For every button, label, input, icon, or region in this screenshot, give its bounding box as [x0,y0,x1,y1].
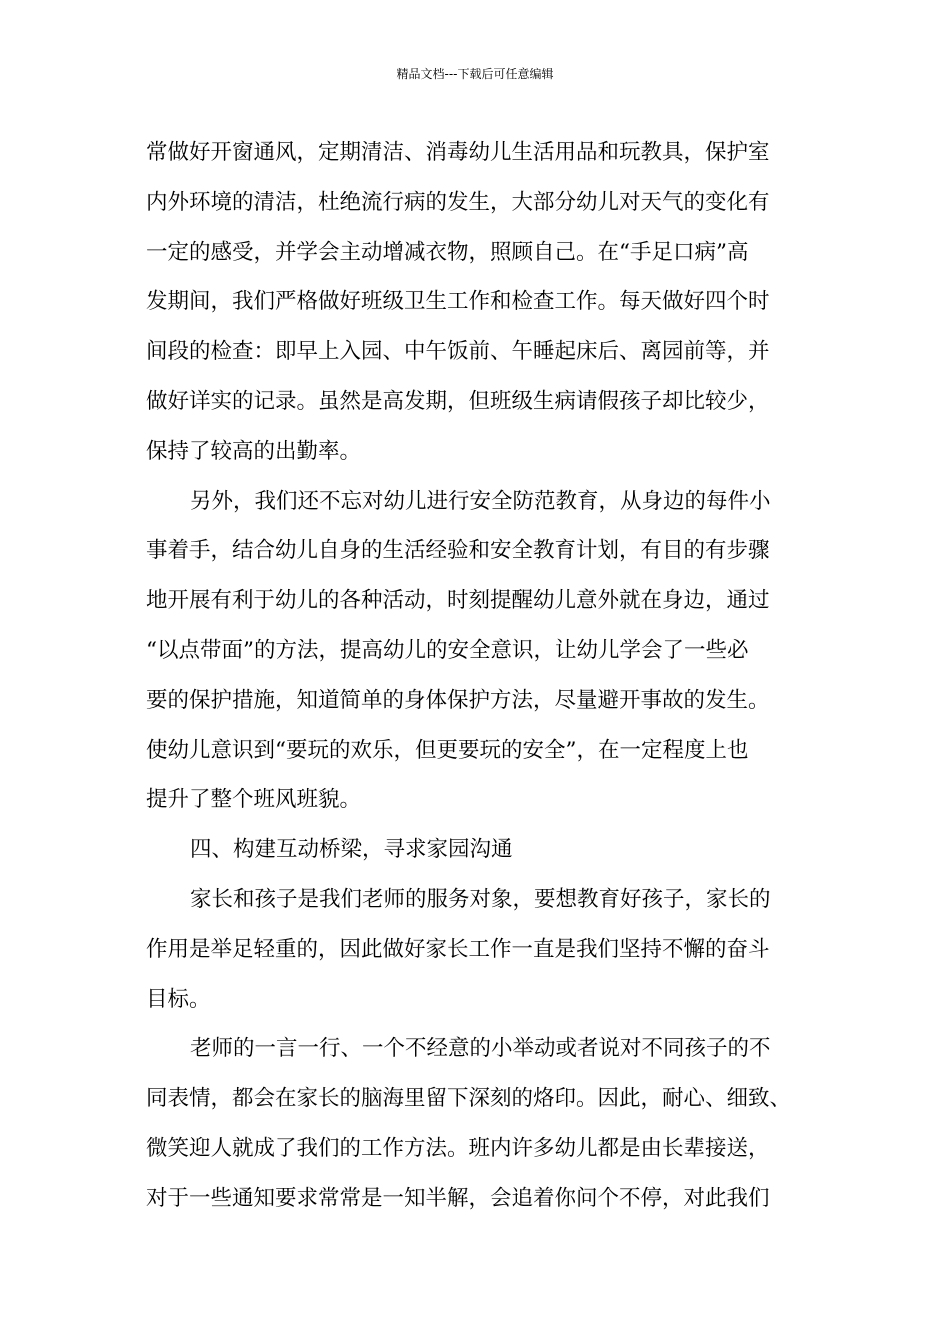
text-line: 家长和孩子是我们老师的服务对象，要想教育好孩子，家长的 [190,886,771,912]
text-line: 常做好开窗通风，定期清洁、消毒幼儿生活用品和玩教具，保护室 [146,140,770,165]
text-line: 间段的检查：即早上入园、中午饭前、午睡起床后、离园前等，并 [146,339,770,365]
text-line: 发期间，我们严格做好班级卫生工作和检查工作。每天做好四个时 [146,289,770,315]
text-line: 对于一些通知要求常常是一知半解，会追着你问个不停，对此我们 [146,1185,770,1211]
text-line: 老师的一言一行、一个不经意的小举动或者说对不同孩子的不 [190,1036,771,1062]
text-line: 提升了整个班风班貌。 [146,787,362,813]
text-line: 同表情，都会在家长的脑海里留下深刻的烙印。因此，耐心、细致、 [146,1086,792,1112]
text-line: 地开展有利于幼儿的各种活动，时刻提醒幼儿意外就在身边，通过 [146,588,770,614]
text-line: 一定的感受，并学会主动增减衣物，照顾自己。在“手足口病”高 [146,239,749,265]
text-line: 使幼儿意识到“要玩的欢乐，但更要玩的安全”，在一定程度上也 [146,737,749,763]
text-line: 作用是举足轻重的，因此做好家长工作一直是我们坚持不懈的奋斗 [146,936,770,962]
text-line: “以点带面”的方法，提高幼儿的安全意识，让幼儿学会了一些必 [146,637,749,663]
text-line: 保持了较高的出勤率。 [146,438,362,464]
text-line: 要的保护措施，知道简单的身体保护方法，尽量避开事故的发生。 [146,687,770,713]
section-heading: 四、构建互动桥梁，寻求家园沟通 [190,837,513,863]
text-line: 目标。 [146,986,211,1012]
text-line: 另外，我们还不忘对幼儿进行安全防范教育，从身边的每件小 [190,488,771,514]
text-line: 内外环境的清洁，杜绝流行病的发生，大部分幼儿对天气的变化有 [146,189,770,215]
page-header: 精品文档---下载后可任意编辑 [396,67,554,81]
text-line: 微笑迎人就成了我们的工作方法。班内许多幼儿都是由长辈接送， [146,1135,770,1161]
text-line: 事着手，结合幼儿自身的生活经验和安全教育计划，有目的有步骤 [146,538,770,564]
document-body [146,128,811,1224]
text-line: 做好详实的记录。虽然是高发期，但班级生病请假孩子却比较少， [146,388,770,414]
